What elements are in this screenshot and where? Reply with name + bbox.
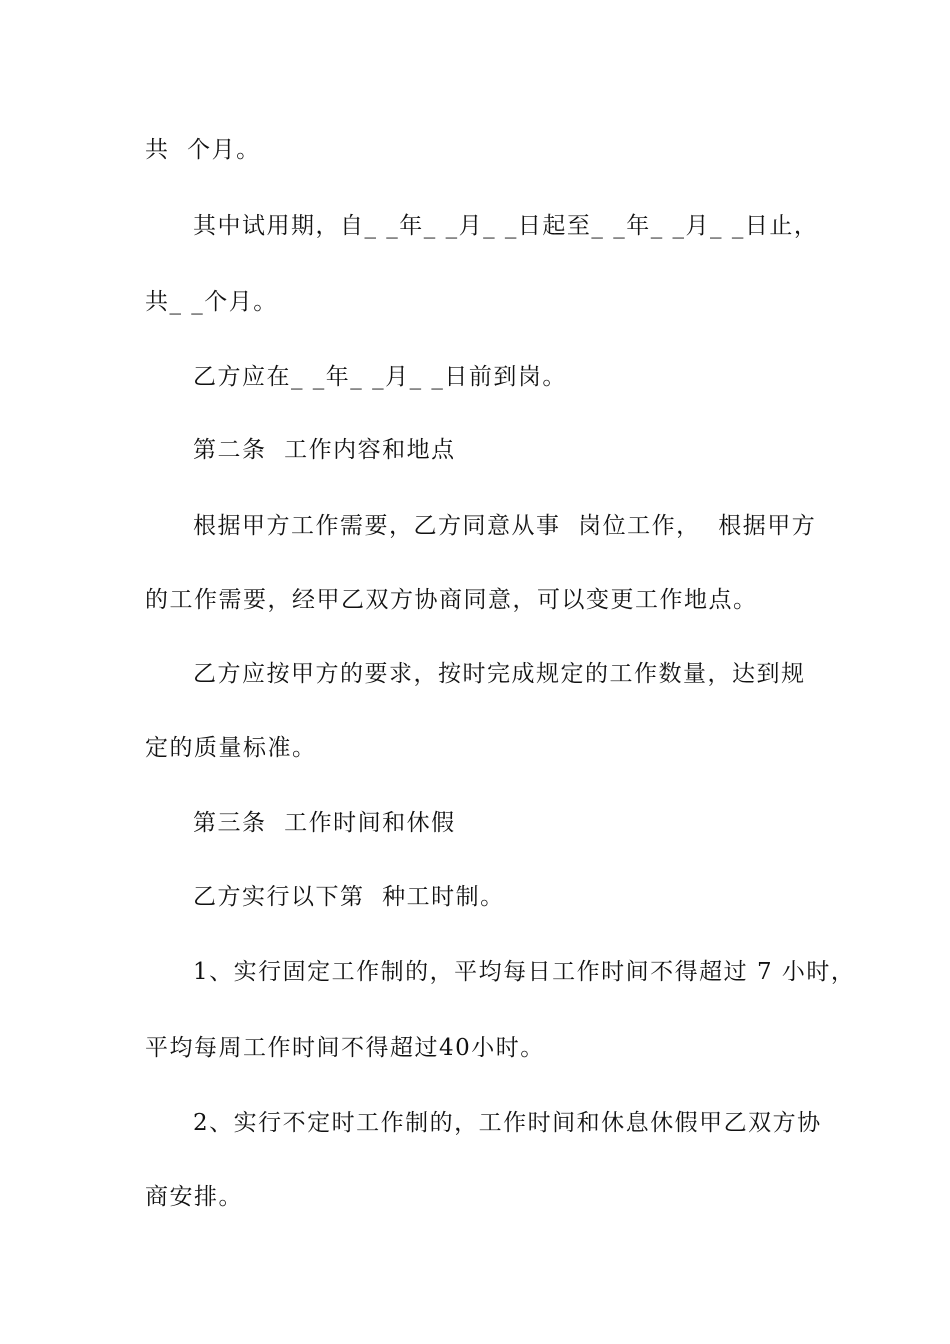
paragraph-line: 共 个月。 (145, 137, 261, 163)
paragraph-line: 其中试用期，自_ _年_ _月_ _日起至_ _年_ _月_ _日止， (193, 213, 819, 239)
paragraph-line: 定的质量标准。 (145, 735, 317, 761)
list-item-line: 2、实行不定时工作制的，工作时间和休息休假甲乙双方协 (193, 1110, 822, 1136)
section-heading: 第三条 工作时间和休假 (193, 810, 456, 836)
paragraph-line: 平均每周工作时间不得超过40小时。 (145, 1035, 545, 1061)
section-heading: 第二条 工作内容和地点 (193, 437, 456, 463)
paragraph-line: 乙方应按甲方的要求，按时完成规定的工作数量，达到规 (193, 661, 806, 687)
list-item-line: 1、实行固定工作制的，平均每日工作时间不得超过 7 小时， (193, 959, 856, 985)
paragraph-line: 乙方应在_ _年_ _月_ _日前到岗。 (193, 364, 567, 390)
paragraph-line: 商安排。 (145, 1184, 243, 1210)
paragraph-line: 根据甲方工作需要，乙方同意从事 岗位工作， 根据甲方 (193, 513, 817, 539)
paragraph-line: 乙方实行以下第 种工时制。 (193, 884, 505, 910)
paragraph-line: 的工作需要，经甲乙双方协商同意，可以变更工作地点。 (145, 587, 758, 613)
paragraph-line: 共_ _个月。 (145, 289, 278, 315)
